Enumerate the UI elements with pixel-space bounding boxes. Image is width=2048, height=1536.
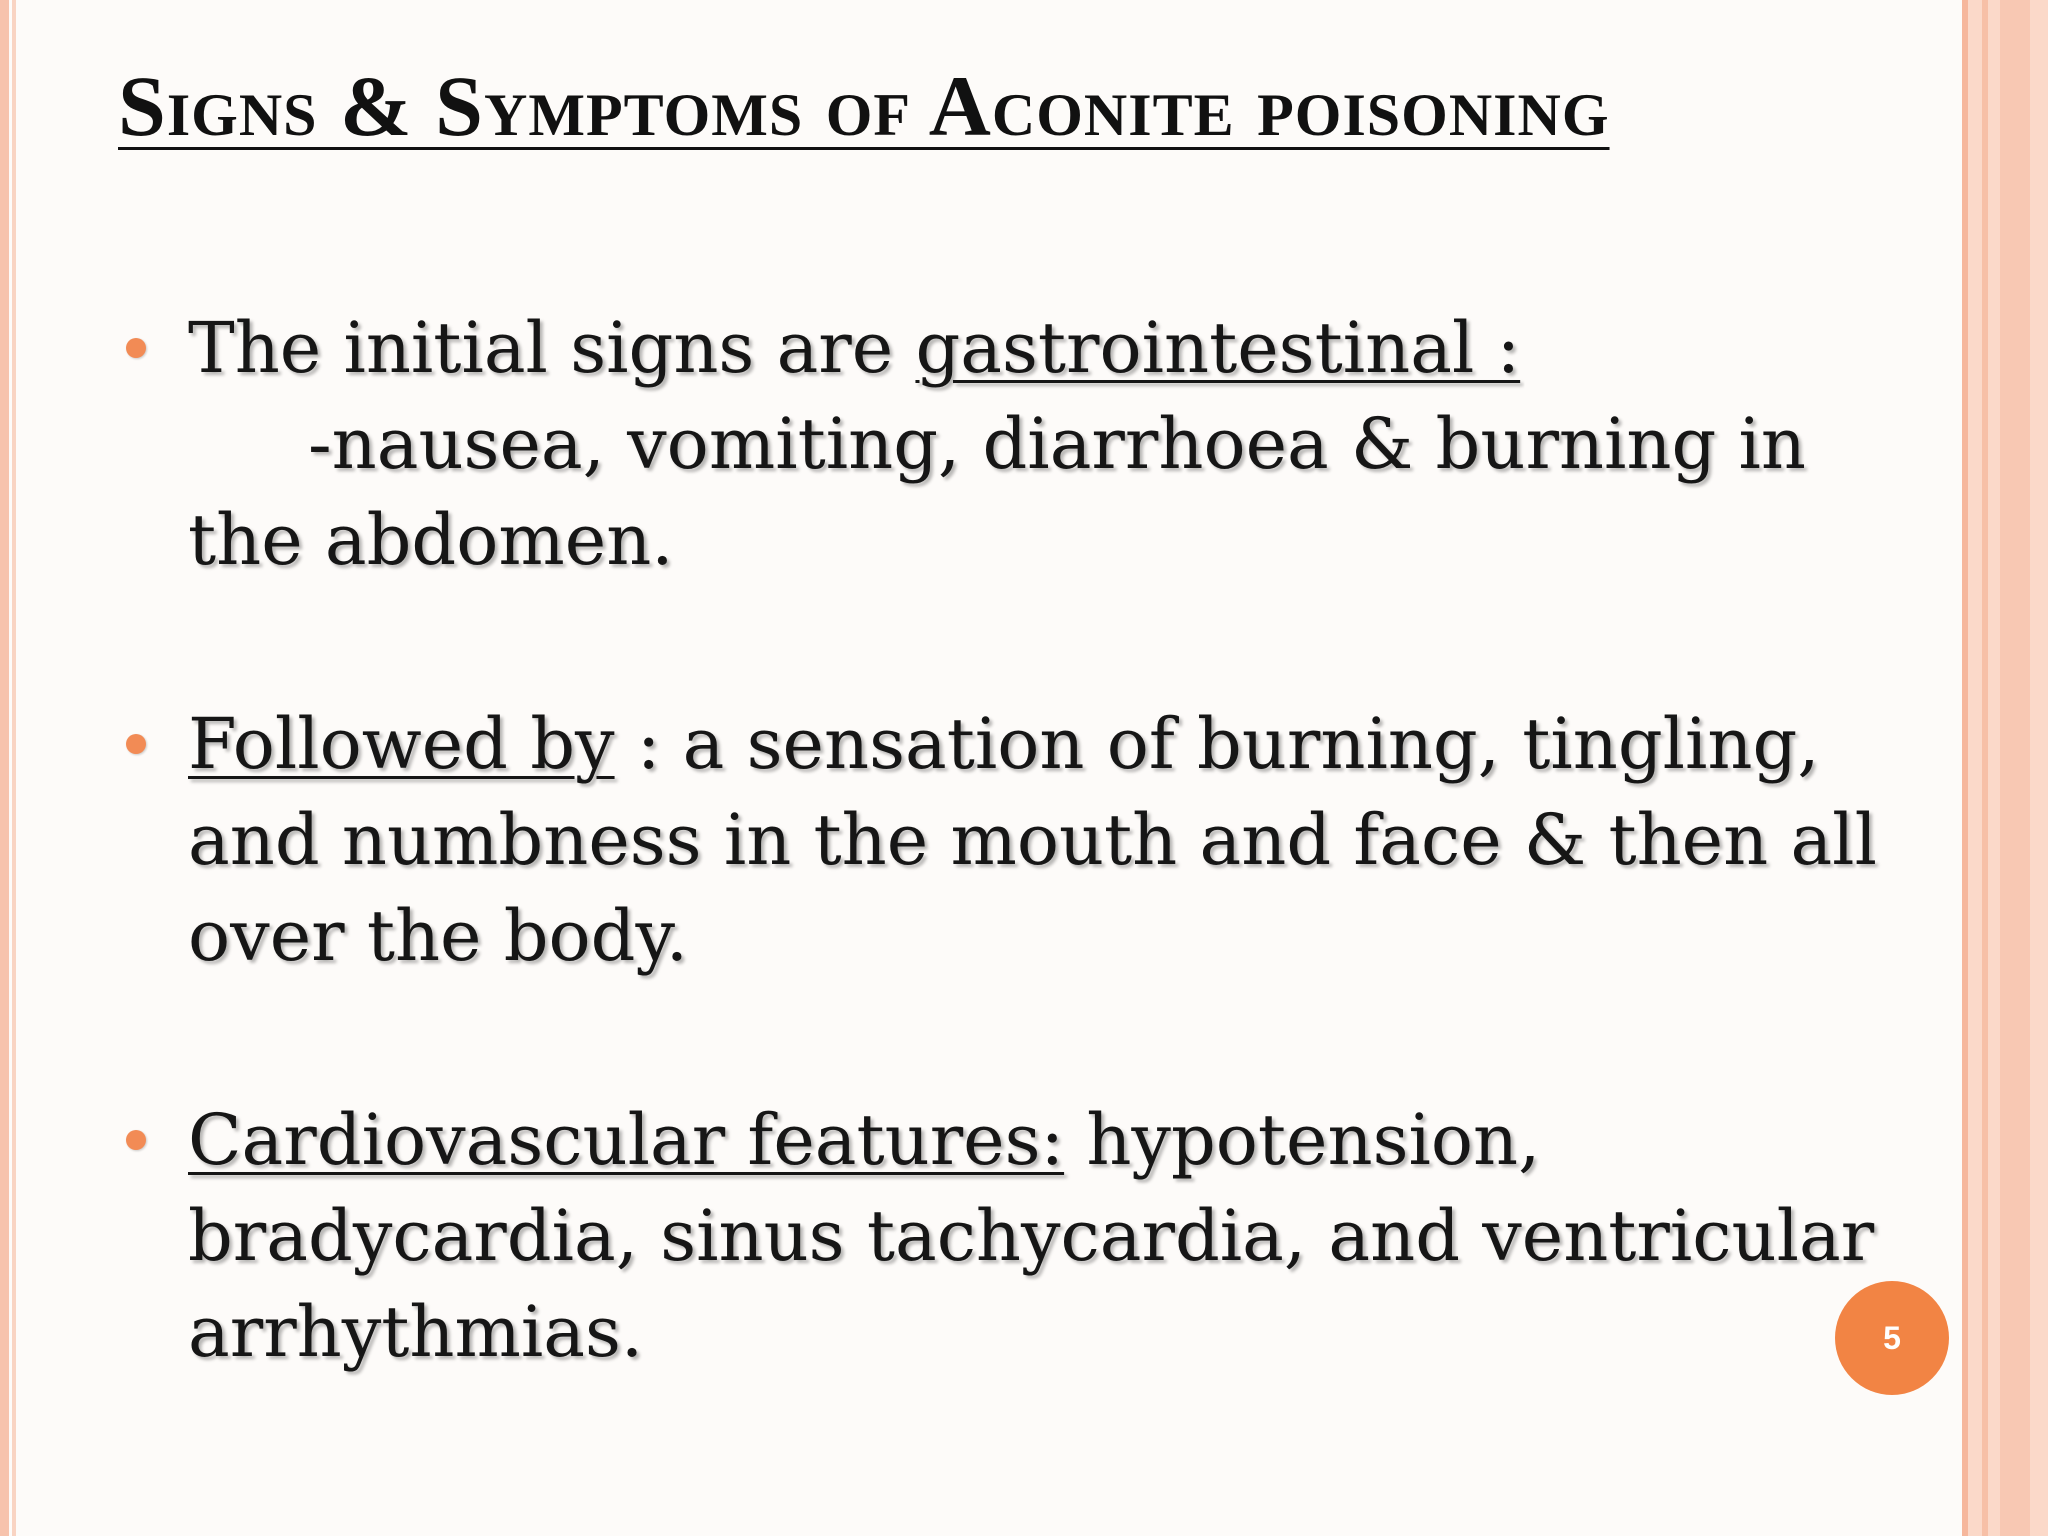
bullet-underlined-term: gastrointestinal : [915,307,1521,389]
bullet-underlined-term: Followed by [188,703,615,785]
bullet-cardiovascular [118,1092,1898,1380]
bullet-list [118,300,1898,1380]
bullet-lead-text: The initial signs are [188,307,916,389]
right-border-line [1982,0,1988,1536]
bullet-dot-icon [126,734,146,754]
bullet-gastrointestinal [118,300,1898,588]
slide-title: Signs & Symptoms of Aconite poisoning [118,58,1610,154]
bullet-followed-by [118,696,1898,984]
page-number-badge: 5 [1835,1281,1949,1395]
right-border-line [2000,0,2030,1536]
bullet-sub-text: -nausea, vomiting, diarrhoea & burning in [308,403,1806,485]
bullet-dot-icon [126,1130,146,1150]
bullet-dot-icon [126,338,146,358]
bullet-body-text: : a sensation of burning, tingling, and numbness in the mouth and face & then all over the body. [188,703,1877,977]
bullet-sub-text-continued: the abdomen. [188,499,674,581]
bullet-underlined-term: Cardiovascular features: [188,1099,1065,1181]
left-border-stripe [0,0,9,1536]
right-border-line [1962,0,1968,1536]
left-border-stripe-inner [12,0,16,1536]
bullet-body-text: hypotension, bradycardia, sinus tachycardia, and ventricular arrhythmias. [188,1099,1875,1373]
